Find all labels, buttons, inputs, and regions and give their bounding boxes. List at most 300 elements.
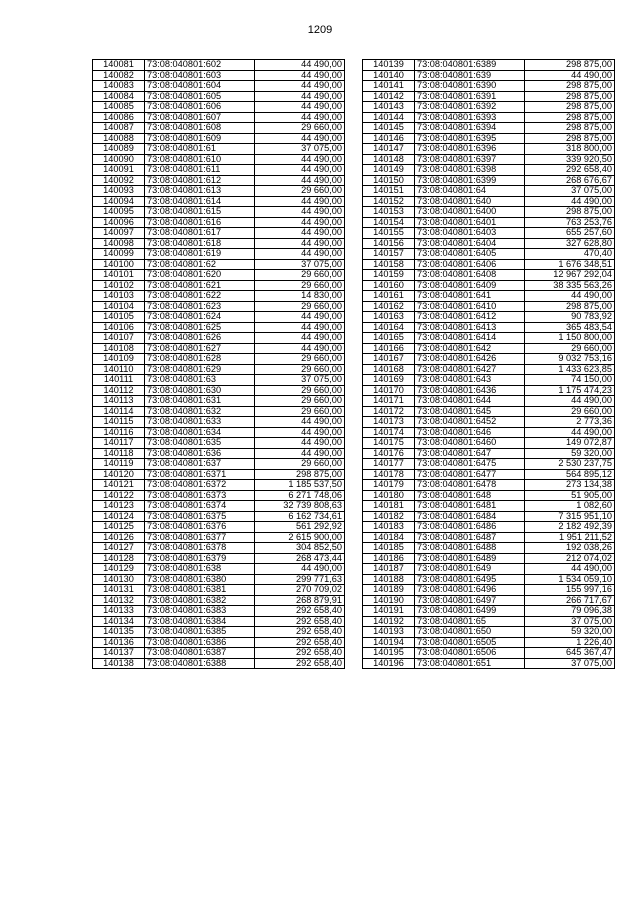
row-number-cell: 140094 — [93, 196, 145, 207]
cadastral-value-cell: 298 875,00 — [255, 469, 345, 480]
row-number-cell: 140155 — [363, 228, 415, 239]
cadastral-number-cell: 73:08:040801:6372 — [145, 480, 255, 491]
cadastral-number-cell: 73:08:040801:6375 — [145, 511, 255, 522]
row-number-cell: 140112 — [93, 385, 145, 396]
row-number-cell: 140134 — [93, 616, 145, 627]
table-row — [93, 280, 345, 291]
row-number-cell: 140151 — [363, 186, 415, 197]
cadastral-value-cell: 268 473,44 — [255, 553, 345, 564]
cadastral-number-cell: 73:08:040801:6505 — [415, 637, 525, 648]
row-number-cell: 140143 — [363, 102, 415, 113]
cadastral-number-cell: 73:08:040801:64 — [415, 186, 525, 197]
cadastral-value-cell: 292 658,40 — [255, 637, 345, 648]
table-row — [363, 606, 615, 617]
table-row — [93, 438, 345, 449]
row-number-cell: 140184 — [363, 532, 415, 543]
table-row — [93, 60, 345, 71]
row-number-cell: 140092 — [93, 175, 145, 186]
table-row — [363, 354, 615, 365]
cadastral-number-cell: 73:08:040801:618 — [145, 238, 255, 249]
table-row — [363, 637, 615, 648]
cadastral-number-cell: 73:08:040801:65 — [415, 616, 525, 627]
row-number-cell: 140095 — [93, 207, 145, 218]
table-row — [93, 301, 345, 312]
cadastral-value-cell: 1 185 537,50 — [255, 480, 345, 491]
table-row — [93, 448, 345, 459]
row-number-cell: 140188 — [363, 574, 415, 585]
row-number-cell: 140176 — [363, 448, 415, 459]
cadastral-value-cell: 44 490,00 — [255, 207, 345, 218]
row-number-cell: 140133 — [93, 606, 145, 617]
cadastral-number-cell: 73:08:040801:6488 — [415, 543, 525, 554]
cadastral-value-cell: 298 875,00 — [525, 81, 615, 92]
table-row — [93, 658, 345, 669]
cadastral-number-cell: 73:08:040801:6392 — [415, 102, 525, 113]
table-row — [93, 585, 345, 596]
cadastral-number-cell: 73:08:040801:6497 — [415, 595, 525, 606]
cadastral-table-left — [92, 59, 345, 669]
row-number-cell: 140168 — [363, 364, 415, 375]
cadastral-value-cell: 29 660,00 — [255, 396, 345, 407]
row-number-cell: 140142 — [363, 91, 415, 102]
row-number-cell: 140153 — [363, 207, 415, 218]
row-number-cell: 140179 — [363, 480, 415, 491]
table-row — [93, 616, 345, 627]
cadastral-number-cell: 73:08:040801:6379 — [145, 553, 255, 564]
row-number-cell: 140128 — [93, 553, 145, 564]
cadastral-number-cell: 73:08:040801:6397 — [415, 154, 525, 165]
cadastral-number-cell: 73:08:040801:6405 — [415, 249, 525, 260]
row-number-cell: 140104 — [93, 301, 145, 312]
cadastral-number-cell: 73:08:040801:616 — [145, 217, 255, 228]
table-row — [363, 112, 615, 123]
cadastral-value-cell: 44 490,00 — [255, 564, 345, 575]
cadastral-number-cell: 73:08:040801:6395 — [415, 133, 525, 144]
cadastral-number-cell: 73:08:040801:6426 — [415, 354, 525, 365]
cadastral-value-cell: 1 676 348,51 — [525, 259, 615, 270]
cadastral-value-cell: 44 490,00 — [255, 312, 345, 323]
cadastral-number-cell: 73:08:040801:627 — [145, 343, 255, 354]
cadastral-number-cell: 73:08:040801:6477 — [415, 469, 525, 480]
row-number-cell: 140172 — [363, 406, 415, 417]
cadastral-number-cell: 73:08:040801:620 — [145, 270, 255, 281]
cadastral-value-cell: 6 162 734,61 — [255, 511, 345, 522]
table-row — [93, 312, 345, 323]
row-number-cell: 140140 — [363, 70, 415, 81]
row-number-cell: 140113 — [93, 396, 145, 407]
cadastral-number-cell: 73:08:040801:615 — [145, 207, 255, 218]
table-row — [363, 375, 615, 386]
cadastral-value-cell: 44 490,00 — [255, 448, 345, 459]
cadastral-number-cell: 73:08:040801:633 — [145, 417, 255, 428]
cadastral-value-cell: 298 875,00 — [525, 102, 615, 113]
row-number-cell: 140120 — [93, 469, 145, 480]
cadastral-value-cell: 268 676,67 — [525, 175, 615, 186]
cadastral-value-cell: 44 490,00 — [255, 249, 345, 260]
row-number-cell: 140193 — [363, 627, 415, 638]
table-row — [363, 291, 615, 302]
row-number-cell: 140124 — [93, 511, 145, 522]
cadastral-value-cell: 29 660,00 — [255, 270, 345, 281]
cadastral-value-cell: 299 771,63 — [255, 574, 345, 585]
cadastral-value-cell: 292 658,40 — [255, 616, 345, 627]
cadastral-number-cell: 73:08:040801:641 — [415, 291, 525, 302]
row-number-cell: 140169 — [363, 375, 415, 386]
cadastral-value-cell: 6 271 748,06 — [255, 490, 345, 501]
cadastral-number-cell: 73:08:040801:6393 — [415, 112, 525, 123]
table-row — [93, 564, 345, 575]
cadastral-number-cell: 73:08:040801:6383 — [145, 606, 255, 617]
table-row — [93, 375, 345, 386]
row-number-cell: 140175 — [363, 438, 415, 449]
table-row — [363, 133, 615, 144]
cadastral-number-cell: 73:08:040801:628 — [145, 354, 255, 365]
cadastral-value-cell: 44 490,00 — [255, 112, 345, 123]
table-row — [93, 574, 345, 585]
cadastral-value-cell: 44 490,00 — [525, 427, 615, 438]
cadastral-value-cell: 29 660,00 — [255, 123, 345, 134]
row-number-cell: 140148 — [363, 154, 415, 165]
cadastral-number-cell: 73:08:040801:6506 — [415, 648, 525, 659]
cadastral-number-cell: 73:08:040801:6380 — [145, 574, 255, 585]
cadastral-value-cell: 339 920,50 — [525, 154, 615, 165]
row-number-cell: 140149 — [363, 165, 415, 176]
cadastral-number-cell: 73:08:040801:6399 — [415, 175, 525, 186]
table-row — [363, 658, 615, 669]
row-number-cell: 140127 — [93, 543, 145, 554]
table-row — [363, 595, 615, 606]
cadastral-value-cell: 29 660,00 — [255, 406, 345, 417]
table-row — [93, 249, 345, 260]
cadastral-number-cell: 73:08:040801:61 — [145, 144, 255, 155]
table-row — [363, 249, 615, 260]
row-number-cell: 140100 — [93, 259, 145, 270]
row-number-cell: 140116 — [93, 427, 145, 438]
cadastral-value-cell: 37 075,00 — [525, 186, 615, 197]
cadastral-value-cell: 298 875,00 — [525, 133, 615, 144]
cadastral-number-cell: 73:08:040801:6475 — [415, 459, 525, 470]
cadastral-number-cell: 73:08:040801:621 — [145, 280, 255, 291]
table-row — [363, 70, 615, 81]
cadastral-number-cell: 73:08:040801:635 — [145, 438, 255, 449]
table-row — [93, 144, 345, 155]
cadastral-value-cell: 29 660,00 — [255, 354, 345, 365]
cadastral-value-cell: 1 226,40 — [525, 637, 615, 648]
cadastral-value-cell: 655 257,60 — [525, 228, 615, 239]
row-number-cell: 140097 — [93, 228, 145, 239]
cadastral-number-cell: 73:08:040801:623 — [145, 301, 255, 312]
cadastral-number-cell: 73:08:040801:6414 — [415, 333, 525, 344]
cadastral-number-cell: 73:08:040801:644 — [415, 396, 525, 407]
cadastral-number-cell: 73:08:040801:6394 — [415, 123, 525, 134]
row-number-cell: 140187 — [363, 564, 415, 575]
table-row — [363, 102, 615, 113]
cadastral-value-cell: 59 320,00 — [525, 627, 615, 638]
table-row — [93, 522, 345, 533]
table-row — [93, 291, 345, 302]
row-number-cell: 140115 — [93, 417, 145, 428]
cadastral-value-cell: 9 032 753,16 — [525, 354, 615, 365]
table-row — [363, 648, 615, 659]
table-row — [93, 102, 345, 113]
cadastral-value-cell: 44 490,00 — [255, 333, 345, 344]
cadastral-number-cell: 73:08:040801:6436 — [415, 385, 525, 396]
row-number-cell: 140103 — [93, 291, 145, 302]
table-row — [363, 406, 615, 417]
row-number-cell: 140091 — [93, 165, 145, 176]
row-number-cell: 140186 — [363, 553, 415, 564]
cadastral-number-cell: 73:08:040801:6382 — [145, 595, 255, 606]
table-row — [363, 259, 615, 270]
cadastral-value-cell: 273 134,38 — [525, 480, 615, 491]
cadastral-value-cell: 14 830,00 — [255, 291, 345, 302]
cadastral-number-cell: 73:08:040801:6484 — [415, 511, 525, 522]
table-row — [93, 123, 345, 134]
row-number-cell: 140158 — [363, 259, 415, 270]
table-row — [363, 585, 615, 596]
cadastral-number-cell: 73:08:040801:602 — [145, 60, 255, 71]
cadastral-number-cell: 73:08:040801:6460 — [415, 438, 525, 449]
cadastral-number-cell: 73:08:040801:638 — [145, 564, 255, 575]
table-row — [93, 238, 345, 249]
cadastral-value-cell: 292 658,40 — [255, 606, 345, 617]
table-row — [363, 301, 615, 312]
cadastral-value-cell: 7 315 951,10 — [525, 511, 615, 522]
cadastral-value-cell: 1 433 623,85 — [525, 364, 615, 375]
cadastral-value-cell: 44 490,00 — [255, 427, 345, 438]
cadastral-number-cell: 73:08:040801:631 — [145, 396, 255, 407]
table-row — [93, 186, 345, 197]
cadastral-value-cell: 1 534 059,10 — [525, 574, 615, 585]
cadastral-value-cell: 44 490,00 — [525, 564, 615, 575]
cadastral-value-cell: 44 490,00 — [255, 417, 345, 428]
table-row — [93, 133, 345, 144]
cadastral-value-cell: 44 490,00 — [525, 196, 615, 207]
cadastral-value-cell: 1 082,60 — [525, 501, 615, 512]
table-row — [93, 406, 345, 417]
table-row — [93, 154, 345, 165]
row-number-cell: 140174 — [363, 427, 415, 438]
cadastral-number-cell: 73:08:040801:637 — [145, 459, 255, 470]
table-row — [363, 165, 615, 176]
cadastral-number-cell: 73:08:040801:6373 — [145, 490, 255, 501]
table-row — [93, 459, 345, 470]
cadastral-value-cell: 2 773,36 — [525, 417, 615, 428]
cadastral-number-cell: 73:08:040801:6486 — [415, 522, 525, 533]
cadastral-value-cell: 266 717,67 — [525, 595, 615, 606]
cadastral-value-cell: 38 335 563,26 — [525, 280, 615, 291]
cadastral-number-cell: 73:08:040801:625 — [145, 322, 255, 333]
table-row — [363, 427, 615, 438]
cadastral-value-cell: 292 658,40 — [255, 648, 345, 659]
table-row — [93, 70, 345, 81]
cadastral-number-cell: 73:08:040801:634 — [145, 427, 255, 438]
cadastral-value-cell: 29 660,00 — [525, 406, 615, 417]
cadastral-number-cell: 73:08:040801:646 — [415, 427, 525, 438]
cadastral-number-cell: 73:08:040801:6401 — [415, 217, 525, 228]
table-row — [93, 511, 345, 522]
row-number-cell: 140105 — [93, 312, 145, 323]
cadastral-value-cell: 37 075,00 — [255, 375, 345, 386]
row-number-cell: 140170 — [363, 385, 415, 396]
row-number-cell: 140111 — [93, 375, 145, 386]
row-number-cell: 140114 — [93, 406, 145, 417]
cadastral-value-cell: 292 658,40 — [255, 627, 345, 638]
cadastral-number-cell: 73:08:040801:650 — [415, 627, 525, 638]
table-row — [93, 553, 345, 564]
cadastral-number-cell: 73:08:040801:609 — [145, 133, 255, 144]
cadastral-value-cell: 44 490,00 — [255, 154, 345, 165]
table-row — [363, 459, 615, 470]
table-row — [363, 574, 615, 585]
row-number-cell: 140121 — [93, 480, 145, 491]
cadastral-value-cell: 44 490,00 — [255, 60, 345, 71]
table-row — [93, 259, 345, 270]
cadastral-value-cell: 44 490,00 — [255, 70, 345, 81]
table-row — [93, 417, 345, 428]
table-row — [363, 186, 615, 197]
table-row — [363, 312, 615, 323]
cadastral-value-cell: 561 292,92 — [255, 522, 345, 533]
cadastral-value-cell: 79 096,38 — [525, 606, 615, 617]
table-row — [93, 480, 345, 491]
table-row — [363, 543, 615, 554]
cadastral-number-cell: 73:08:040801:6487 — [415, 532, 525, 543]
cadastral-number-cell: 73:08:040801:6389 — [415, 60, 525, 71]
table-row — [93, 532, 345, 543]
cadastral-value-cell: 37 075,00 — [255, 144, 345, 155]
cadastral-value-cell: 318 800,00 — [525, 144, 615, 155]
cadastral-value-cell: 29 660,00 — [255, 301, 345, 312]
table-row — [93, 427, 345, 438]
cadastral-value-cell: 304 852,50 — [255, 543, 345, 554]
cadastral-value-cell: 292 658,40 — [525, 165, 615, 176]
cadastral-value-cell: 29 660,00 — [255, 385, 345, 396]
cadastral-number-cell: 73:08:040801:6409 — [415, 280, 525, 291]
table-row — [363, 501, 615, 512]
table-row — [93, 543, 345, 554]
cadastral-number-cell: 73:08:040801:6408 — [415, 270, 525, 281]
cadastral-value-cell: 44 490,00 — [255, 133, 345, 144]
cadastral-number-cell: 73:08:040801:622 — [145, 291, 255, 302]
table-row — [93, 217, 345, 228]
table-row — [363, 238, 615, 249]
cadastral-value-cell: 292 658,40 — [255, 658, 345, 669]
cadastral-number-cell: 73:08:040801:612 — [145, 175, 255, 186]
row-number-cell: 140192 — [363, 616, 415, 627]
row-number-cell: 140159 — [363, 270, 415, 281]
cadastral-number-cell: 73:08:040801:6387 — [145, 648, 255, 659]
row-number-cell: 140185 — [363, 543, 415, 554]
cadastral-number-cell: 73:08:040801:630 — [145, 385, 255, 396]
cadastral-value-cell: 149 072,87 — [525, 438, 615, 449]
cadastral-number-cell: 73:08:040801:617 — [145, 228, 255, 239]
table-row — [93, 343, 345, 354]
cadastral-value-cell: 44 490,00 — [255, 343, 345, 354]
table-row — [363, 154, 615, 165]
row-number-cell: 140131 — [93, 585, 145, 596]
row-number-cell: 140163 — [363, 312, 415, 323]
row-number-cell: 140194 — [363, 637, 415, 648]
row-number-cell: 140171 — [363, 396, 415, 407]
table-row — [363, 175, 615, 186]
cadastral-value-cell: 298 875,00 — [525, 207, 615, 218]
cadastral-value-cell: 365 483,54 — [525, 322, 615, 333]
table-row — [93, 627, 345, 638]
cadastral-value-cell: 44 490,00 — [255, 175, 345, 186]
cadastral-value-cell: 90 783,92 — [525, 312, 615, 323]
row-number-cell: 140088 — [93, 133, 145, 144]
cadastral-number-cell: 73:08:040801:651 — [415, 658, 525, 669]
table-row — [93, 196, 345, 207]
cadastral-number-cell: 73:08:040801:6377 — [145, 532, 255, 543]
table-row — [363, 396, 615, 407]
cadastral-number-cell: 73:08:040801:603 — [145, 70, 255, 81]
cadastral-number-cell: 73:08:040801:608 — [145, 123, 255, 134]
table-row — [93, 595, 345, 606]
cadastral-number-cell: 73:08:040801:6410 — [415, 301, 525, 312]
row-number-cell: 140099 — [93, 249, 145, 260]
cadastral-table-right — [362, 59, 615, 669]
table-row — [363, 91, 615, 102]
cadastral-value-cell: 327 628,80 — [525, 238, 615, 249]
cadastral-number-cell: 73:08:040801:649 — [415, 564, 525, 575]
table-row — [93, 175, 345, 186]
row-number-cell: 140178 — [363, 469, 415, 480]
cadastral-value-cell: 298 875,00 — [525, 123, 615, 134]
row-number-cell: 140181 — [363, 501, 415, 512]
table-row — [363, 144, 615, 155]
cadastral-number-cell: 73:08:040801:624 — [145, 312, 255, 323]
row-number-cell: 140096 — [93, 217, 145, 228]
table-row — [93, 501, 345, 512]
row-number-cell: 140084 — [93, 91, 145, 102]
cadastral-number-cell: 73:08:040801:632 — [145, 406, 255, 417]
table-row — [363, 123, 615, 134]
row-number-cell: 140161 — [363, 291, 415, 302]
row-number-cell: 140157 — [363, 249, 415, 260]
table-row — [363, 280, 615, 291]
cadastral-number-cell: 73:08:040801:607 — [145, 112, 255, 123]
cadastral-number-cell: 73:08:040801:6413 — [415, 322, 525, 333]
cadastral-number-cell: 73:08:040801:6495 — [415, 574, 525, 585]
table-row — [363, 228, 615, 239]
cadastral-value-cell: 44 490,00 — [255, 322, 345, 333]
cadastral-number-cell: 73:08:040801:6412 — [415, 312, 525, 323]
cadastral-number-cell: 73:08:040801:6390 — [415, 81, 525, 92]
table-row — [93, 648, 345, 659]
row-number-cell: 140125 — [93, 522, 145, 533]
row-number-cell: 140136 — [93, 637, 145, 648]
cadastral-value-cell: 44 490,00 — [255, 238, 345, 249]
cadastral-number-cell: 73:08:040801:6385 — [145, 627, 255, 638]
cadastral-number-cell: 73:08:040801:610 — [145, 154, 255, 165]
row-number-cell: 140165 — [363, 333, 415, 344]
cadastral-number-cell: 73:08:040801:643 — [415, 375, 525, 386]
table-row — [93, 228, 345, 239]
cadastral-number-cell: 73:08:040801:6489 — [415, 553, 525, 564]
table-row — [363, 522, 615, 533]
row-number-cell: 140122 — [93, 490, 145, 501]
row-number-cell: 140117 — [93, 438, 145, 449]
row-number-cell: 140173 — [363, 417, 415, 428]
cadastral-number-cell: 73:08:040801:6452 — [415, 417, 525, 428]
row-number-cell: 140156 — [363, 238, 415, 249]
row-number-cell: 140109 — [93, 354, 145, 365]
cadastral-number-cell: 73:08:040801:6404 — [415, 238, 525, 249]
row-number-cell: 140089 — [93, 144, 145, 155]
cadastral-value-cell: 1 175 474,23 — [525, 385, 615, 396]
